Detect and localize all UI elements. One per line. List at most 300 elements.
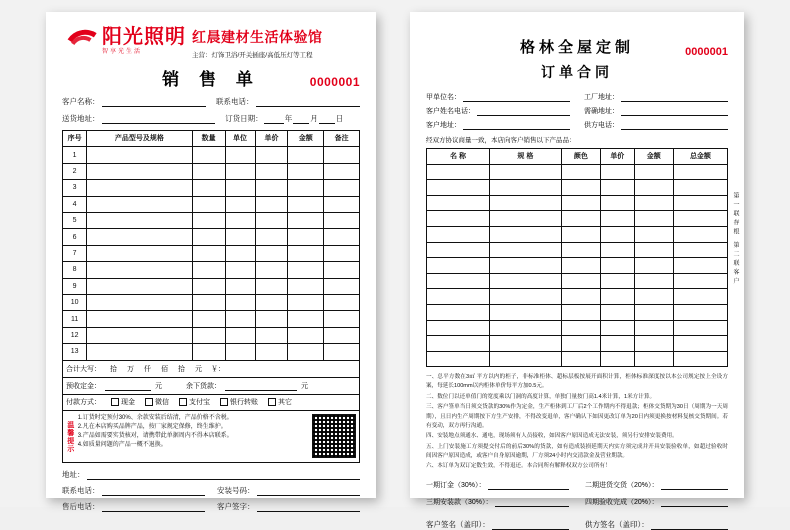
cell-model[interactable] bbox=[87, 262, 192, 278]
cell-amount[interactable] bbox=[634, 164, 673, 180]
cell-unit[interactable] bbox=[225, 262, 255, 278]
checkbox-icon[interactable] bbox=[111, 398, 119, 406]
cell-spec[interactable] bbox=[489, 351, 561, 367]
cell-amount[interactable] bbox=[634, 258, 673, 274]
table-row[interactable] bbox=[427, 336, 728, 352]
cell-amount[interactable] bbox=[634, 195, 673, 211]
table-row[interactable] bbox=[63, 213, 360, 229]
cell-name[interactable] bbox=[427, 226, 490, 242]
cell-unit-price[interactable] bbox=[601, 258, 634, 274]
checkbox-icon[interactable] bbox=[268, 398, 276, 406]
cell-spec[interactable] bbox=[489, 226, 561, 242]
table-row[interactable] bbox=[63, 147, 360, 163]
notice-line: 4.如质量问题的产品一概不退换。 bbox=[77, 441, 167, 448]
cell-note[interactable] bbox=[324, 213, 360, 229]
client-address-input[interactable] bbox=[463, 121, 570, 130]
total-units[interactable] bbox=[105, 364, 207, 374]
table-row[interactable] bbox=[63, 180, 360, 196]
row-index: 7 bbox=[63, 245, 87, 261]
table-row[interactable] bbox=[63, 196, 360, 212]
custom-order-contract bbox=[410, 12, 744, 530]
col-index: 序号 bbox=[63, 131, 87, 147]
table-row[interactable] bbox=[63, 229, 360, 245]
cell-unit-price[interactable] bbox=[601, 289, 634, 305]
cell-amount[interactable] bbox=[634, 211, 673, 227]
year-unit-label: 年 bbox=[284, 114, 293, 124]
cell-note[interactable] bbox=[324, 278, 360, 294]
checkbox-icon[interactable] bbox=[220, 398, 228, 406]
contract-serial-number: 0000001 bbox=[685, 46, 728, 58]
cell-qty[interactable] bbox=[192, 311, 225, 327]
cell-total[interactable] bbox=[673, 351, 727, 367]
cell-note[interactable] bbox=[324, 245, 360, 261]
cell-unit[interactable] bbox=[225, 294, 255, 310]
items-table bbox=[62, 130, 360, 360]
month-input[interactable] bbox=[293, 114, 309, 124]
payment-option-alipay[interactable] bbox=[179, 397, 210, 407]
contact-phone-input[interactable] bbox=[256, 97, 361, 107]
business-scope bbox=[192, 51, 323, 61]
payment-option-wechat[interactable] bbox=[145, 397, 169, 407]
payment-stage-2-field[interactable] bbox=[585, 480, 728, 490]
cell-color[interactable] bbox=[561, 336, 600, 352]
brand-logo-text bbox=[102, 26, 186, 55]
table-row[interactable] bbox=[63, 294, 360, 310]
cell-unit[interactable] bbox=[225, 213, 255, 229]
table-header-row bbox=[63, 131, 360, 147]
cell-model[interactable] bbox=[87, 327, 192, 343]
row-index: 1 bbox=[63, 147, 87, 163]
cell-price[interactable] bbox=[255, 163, 288, 179]
cell-qty[interactable] bbox=[192, 294, 225, 310]
cell-unit-price[interactable] bbox=[601, 242, 634, 258]
cell-note[interactable] bbox=[324, 262, 360, 278]
cell-unit-price[interactable] bbox=[601, 320, 634, 336]
deposit-row bbox=[62, 378, 360, 395]
cell-unit[interactable] bbox=[225, 147, 255, 163]
cell-amount[interactable] bbox=[288, 344, 324, 360]
cell-model[interactable] bbox=[87, 229, 192, 245]
cell-price[interactable] bbox=[255, 213, 288, 229]
unit-bai: 佰 bbox=[161, 365, 168, 373]
cell-name[interactable] bbox=[427, 164, 490, 180]
cell-total[interactable] bbox=[673, 289, 727, 305]
payment-stage-2-label: 二期进货交货（20%）： bbox=[585, 482, 659, 490]
term-item: 二、数位门以还单值门的宽度乘以门洞的高度计算，单独门量按门高1.4米计算，1米方计算。 bbox=[426, 393, 656, 400]
cell-unit-price[interactable] bbox=[601, 180, 634, 196]
cell-name[interactable] bbox=[427, 336, 490, 352]
table-row[interactable] bbox=[63, 311, 360, 327]
payment-schedule bbox=[426, 480, 728, 507]
customer-name-input[interactable] bbox=[102, 97, 207, 107]
cell-price[interactable] bbox=[255, 327, 288, 343]
day-input[interactable] bbox=[319, 114, 335, 124]
delivery-row bbox=[62, 113, 360, 124]
row-index: 3 bbox=[63, 180, 87, 196]
payment-method-label: 付款方式： bbox=[66, 399, 101, 407]
address-field[interactable] bbox=[62, 469, 360, 480]
cell-note[interactable] bbox=[324, 327, 360, 343]
cell-unit[interactable] bbox=[225, 163, 255, 179]
cell-unit-price[interactable] bbox=[601, 226, 634, 242]
supplier-phone-field[interactable] bbox=[584, 120, 728, 130]
cell-unit-price[interactable] bbox=[601, 336, 634, 352]
row-index: 4 bbox=[63, 196, 87, 212]
table-row[interactable] bbox=[63, 278, 360, 294]
checkbox-icon[interactable] bbox=[179, 398, 187, 406]
unit-shi-1: 拾 bbox=[110, 365, 117, 373]
delivery-address-field[interactable] bbox=[62, 113, 215, 124]
cell-spec[interactable] bbox=[489, 164, 561, 180]
cell-model[interactable] bbox=[87, 344, 192, 360]
table-row[interactable] bbox=[427, 211, 728, 227]
row-index: 10 bbox=[63, 294, 87, 310]
table-row[interactable] bbox=[427, 258, 728, 274]
table-row[interactable] bbox=[427, 273, 728, 289]
cell-color[interactable] bbox=[561, 211, 600, 227]
cell-amount[interactable] bbox=[288, 294, 324, 310]
cell-note[interactable] bbox=[324, 163, 360, 179]
row-index: 11 bbox=[63, 311, 87, 327]
cell-amount[interactable] bbox=[288, 213, 324, 229]
cell-unit-price[interactable] bbox=[601, 351, 634, 367]
factory-address-input[interactable] bbox=[621, 93, 728, 102]
month-unit-label: 月 bbox=[310, 114, 318, 124]
delivery-date-field[interactable] bbox=[584, 106, 728, 116]
cell-amount[interactable] bbox=[634, 242, 673, 258]
cell-spec[interactable] bbox=[489, 320, 561, 336]
cell-model[interactable] bbox=[87, 196, 192, 212]
table-row[interactable] bbox=[427, 226, 728, 242]
cell-model[interactable] bbox=[87, 278, 192, 294]
cell-color[interactable] bbox=[561, 258, 600, 274]
payment-stage-2-input[interactable] bbox=[661, 481, 728, 490]
cell-amount[interactable] bbox=[288, 245, 324, 261]
row-index: 12 bbox=[63, 327, 87, 343]
cell-model[interactable] bbox=[87, 180, 192, 196]
cell-total[interactable] bbox=[673, 195, 727, 211]
payment-stage-3-field[interactable] bbox=[426, 497, 569, 507]
cell-color[interactable] bbox=[561, 164, 600, 180]
cell-total[interactable] bbox=[673, 164, 727, 180]
cell-name[interactable] bbox=[427, 242, 490, 258]
cell-spec[interactable] bbox=[489, 273, 561, 289]
col-model: 产品型号及规格 bbox=[87, 131, 192, 147]
cell-amount[interactable] bbox=[634, 289, 673, 305]
cell-spec[interactable] bbox=[489, 180, 561, 196]
cell-model[interactable] bbox=[87, 163, 192, 179]
cell-color[interactable] bbox=[561, 195, 600, 211]
supplier-signature-input[interactable] bbox=[651, 520, 728, 530]
cell-unit-price[interactable] bbox=[601, 273, 634, 289]
cell-amount[interactable] bbox=[634, 304, 673, 320]
cell-name[interactable] bbox=[427, 273, 490, 289]
cell-color[interactable] bbox=[561, 351, 600, 367]
supplier-signature-field[interactable] bbox=[585, 519, 728, 530]
table-row[interactable] bbox=[427, 289, 728, 305]
cell-color[interactable] bbox=[561, 180, 600, 196]
payment-stage-4-field[interactable] bbox=[585, 497, 728, 507]
first-party-input[interactable] bbox=[463, 93, 570, 102]
payment-stage-3-input[interactable] bbox=[495, 498, 569, 507]
first-party-field[interactable] bbox=[426, 92, 570, 102]
cell-price[interactable] bbox=[255, 311, 288, 327]
cell-unit-price[interactable] bbox=[601, 195, 634, 211]
cell-color[interactable] bbox=[561, 226, 600, 242]
cell-unit[interactable] bbox=[225, 327, 255, 343]
cell-spec[interactable] bbox=[489, 289, 561, 305]
cell-qty[interactable] bbox=[192, 278, 225, 294]
delivery-address-input[interactable] bbox=[102, 114, 216, 124]
customer-row bbox=[62, 96, 360, 107]
order-date-field[interactable] bbox=[225, 113, 360, 124]
payment-stage-3-label: 三期安装款（30%）： bbox=[426, 499, 493, 507]
cell-amount[interactable] bbox=[288, 327, 324, 343]
cell-price[interactable] bbox=[255, 196, 288, 212]
customer-name-field[interactable] bbox=[62, 96, 206, 107]
client-signature-input[interactable] bbox=[492, 520, 569, 530]
contract-terms bbox=[426, 373, 728, 471]
notice-line: 3.产品如需要实货核对，请携带此单据周内不得本店联系。 bbox=[77, 432, 233, 439]
cell-name[interactable] bbox=[427, 304, 490, 320]
cell-total[interactable] bbox=[673, 226, 727, 242]
cell-amount[interactable] bbox=[288, 311, 324, 327]
aftersale-phone-label: 售后电话： bbox=[62, 501, 100, 511]
address-label: 地址： bbox=[62, 469, 85, 479]
payment-stage-4-label: 四期验收完成（20%）： bbox=[585, 499, 659, 507]
table-row[interactable] bbox=[63, 344, 360, 360]
cell-model[interactable] bbox=[87, 213, 192, 229]
cell-name[interactable] bbox=[427, 258, 490, 274]
agreement-text: 经双方协议商量一致，本店向客户销售以下产品品： bbox=[426, 137, 576, 144]
table-row[interactable] bbox=[427, 164, 728, 180]
cell-name[interactable] bbox=[427, 211, 490, 227]
cell-amount[interactable] bbox=[634, 336, 673, 352]
cell-note[interactable] bbox=[324, 294, 360, 310]
cell-note[interactable] bbox=[324, 311, 360, 327]
cell-total[interactable] bbox=[673, 273, 727, 289]
total-label: 合计大写： bbox=[66, 365, 101, 373]
cell-amount[interactable] bbox=[288, 262, 324, 278]
cell-unit-price[interactable] bbox=[601, 304, 634, 320]
payment-stage-1-field[interactable] bbox=[426, 480, 569, 490]
cell-unit-price[interactable] bbox=[601, 211, 634, 227]
unit-yuan: 元 bbox=[195, 365, 202, 373]
payment-option-cash[interactable] bbox=[111, 397, 135, 407]
customer-signature-field[interactable] bbox=[217, 501, 360, 512]
supplier-phone-input[interactable] bbox=[621, 121, 728, 130]
cell-color[interactable] bbox=[561, 320, 600, 336]
cell-price[interactable] bbox=[255, 229, 288, 245]
cell-amount[interactable] bbox=[634, 273, 673, 289]
cell-note[interactable] bbox=[324, 229, 360, 245]
cell-name[interactable] bbox=[427, 195, 490, 211]
balance-label: 余下货款： bbox=[186, 382, 221, 390]
table-row[interactable] bbox=[63, 327, 360, 343]
delivery-address-label: 送货地址： bbox=[62, 114, 100, 124]
payment-option-other[interactable] bbox=[268, 397, 292, 407]
client-signature-field[interactable] bbox=[426, 519, 569, 530]
row-index: 13 bbox=[63, 344, 87, 360]
install-phone-input[interactable] bbox=[257, 486, 361, 496]
cell-price[interactable] bbox=[255, 344, 288, 360]
year-input[interactable] bbox=[264, 114, 284, 124]
table-row[interactable] bbox=[427, 320, 728, 336]
cell-model[interactable] bbox=[87, 147, 192, 163]
customer-name-label: 客户名称： bbox=[62, 97, 100, 107]
install-phone-field[interactable] bbox=[217, 485, 360, 496]
client-name-phone-input[interactable] bbox=[477, 107, 570, 116]
cell-unit[interactable] bbox=[225, 311, 255, 327]
cell-note[interactable] bbox=[324, 344, 360, 360]
cell-note[interactable] bbox=[324, 147, 360, 163]
cell-amount[interactable] bbox=[288, 229, 324, 245]
footer-block bbox=[62, 469, 360, 512]
contact-phone-field[interactable] bbox=[216, 96, 360, 107]
cell-price[interactable] bbox=[255, 245, 288, 261]
address-input[interactable] bbox=[87, 470, 361, 480]
unit-wan: 万 bbox=[127, 365, 134, 373]
currency-symbol: ￥： bbox=[211, 365, 225, 373]
cell-spec[interactable] bbox=[489, 195, 561, 211]
cell-amount[interactable] bbox=[634, 351, 673, 367]
row-index: 9 bbox=[63, 278, 87, 294]
cell-total[interactable] bbox=[673, 320, 727, 336]
cell-unit[interactable] bbox=[225, 180, 255, 196]
cell-qty[interactable] bbox=[192, 180, 225, 196]
option-label: 现金 bbox=[121, 399, 135, 407]
cell-price[interactable] bbox=[255, 180, 288, 196]
cell-amount[interactable] bbox=[288, 196, 324, 212]
cell-qty[interactable] bbox=[192, 327, 225, 343]
delivery-date-input[interactable] bbox=[621, 107, 728, 116]
balance-input[interactable] bbox=[225, 381, 297, 391]
cell-price[interactable] bbox=[255, 147, 288, 163]
cell-amount[interactable] bbox=[288, 147, 324, 163]
cell-name[interactable] bbox=[427, 351, 490, 367]
qr-code-icon bbox=[312, 414, 356, 458]
table-row[interactable] bbox=[63, 163, 360, 179]
cell-spec[interactable] bbox=[489, 258, 561, 274]
deposit-label: 预收定金： bbox=[66, 382, 101, 390]
term-item: 一、总平方数在3㎡ 平方以内的柜子，非标准柜体、超标层板按展开面积计算，柜体标准深度按以本公司规定按上全设方案，每延长100mm以内柜体单价每平方加0.5元。 bbox=[426, 374, 728, 390]
cell-qty[interactable] bbox=[192, 229, 225, 245]
table-row[interactable] bbox=[63, 262, 360, 278]
checkbox-icon[interactable] bbox=[145, 398, 153, 406]
cell-qty[interactable] bbox=[192, 245, 225, 261]
cell-qty[interactable] bbox=[192, 213, 225, 229]
cell-spec[interactable] bbox=[489, 304, 561, 320]
cell-unit-price[interactable] bbox=[601, 164, 634, 180]
table-row[interactable] bbox=[427, 304, 728, 320]
table-row[interactable] bbox=[427, 351, 728, 367]
cell-unit[interactable] bbox=[225, 278, 255, 294]
cell-note[interactable] bbox=[324, 196, 360, 212]
brand-slogan: 智享光生活 bbox=[102, 49, 143, 55]
cell-color[interactable] bbox=[561, 273, 600, 289]
row-index: 6 bbox=[63, 229, 87, 245]
factory-address-field[interactable] bbox=[584, 92, 728, 102]
cell-model[interactable] bbox=[87, 311, 192, 327]
cell-color[interactable] bbox=[561, 242, 600, 258]
cell-total[interactable] bbox=[673, 242, 727, 258]
signature-row bbox=[426, 519, 728, 530]
cell-amount[interactable] bbox=[634, 180, 673, 196]
cell-qty[interactable] bbox=[192, 147, 225, 163]
cell-price[interactable] bbox=[255, 278, 288, 294]
cell-name[interactable] bbox=[427, 320, 490, 336]
cell-color[interactable] bbox=[561, 289, 600, 305]
deposit-input[interactable] bbox=[105, 381, 151, 391]
cell-qty[interactable] bbox=[192, 262, 225, 278]
cell-model[interactable] bbox=[87, 245, 192, 261]
aftersale-phone-field[interactable] bbox=[62, 501, 205, 512]
client-name-phone-field[interactable] bbox=[426, 106, 570, 116]
table-row[interactable] bbox=[63, 245, 360, 261]
cell-unit[interactable] bbox=[225, 245, 255, 261]
cell-total[interactable] bbox=[673, 258, 727, 274]
contact-phone-footer-field[interactable] bbox=[62, 485, 205, 496]
table-row[interactable] bbox=[427, 242, 728, 258]
cell-amount[interactable] bbox=[634, 226, 673, 242]
cell-price[interactable] bbox=[255, 262, 288, 278]
cell-unit[interactable] bbox=[225, 229, 255, 245]
contact-phone-footer-input[interactable] bbox=[102, 486, 206, 496]
contact-phone-label: 联系电话： bbox=[216, 97, 254, 107]
cell-spec[interactable] bbox=[489, 242, 561, 258]
term-item: 三、客户签单当日须交货款的30%作为定金，生产柜体到工厂后2个工作期内不得退款；柜体交货期为30日（周期为一天周期），且日内生产周期按下方生产安排，不得改变退单，客户确认下如因更改订单为20日内须更换按材料复核交货期间。若有变动，双方再行沟通。 bbox=[426, 404, 728, 429]
cell-note[interactable] bbox=[324, 180, 360, 196]
table-row[interactable] bbox=[427, 195, 728, 211]
unit-qian: 仟 bbox=[144, 365, 151, 373]
cell-color[interactable] bbox=[561, 304, 600, 320]
contact-phone-footer-label: 联系电话： bbox=[62, 485, 100, 495]
cell-amount[interactable] bbox=[288, 163, 324, 179]
cell-total[interactable] bbox=[673, 180, 727, 196]
client-name-phone-label: 客户姓名电话： bbox=[426, 108, 475, 115]
client-address-field[interactable] bbox=[426, 120, 570, 130]
contract-title: 格林全屋定制 bbox=[519, 38, 634, 56]
cell-total[interactable] bbox=[673, 304, 727, 320]
cell-amount[interactable] bbox=[288, 278, 324, 294]
cell-total[interactable] bbox=[673, 336, 727, 352]
cell-amount[interactable] bbox=[634, 320, 673, 336]
cell-spec[interactable] bbox=[489, 211, 561, 227]
col-unit-price: 单价 bbox=[601, 149, 634, 165]
cell-name[interactable] bbox=[427, 180, 490, 196]
table-row[interactable] bbox=[427, 180, 728, 196]
first-party-label: 甲单位名： bbox=[426, 94, 461, 101]
cell-unit[interactable] bbox=[225, 344, 255, 360]
cell-unit[interactable] bbox=[225, 196, 255, 212]
brand-name: 阳光照明 bbox=[102, 24, 186, 48]
cell-model[interactable] bbox=[87, 294, 192, 310]
cell-amount[interactable] bbox=[288, 180, 324, 196]
letterhead bbox=[62, 26, 360, 61]
payment-option-bank[interactable] bbox=[220, 397, 258, 407]
cell-spec[interactable] bbox=[489, 336, 561, 352]
cell-qty[interactable] bbox=[192, 163, 225, 179]
payment-stage-4-input[interactable] bbox=[661, 498, 728, 507]
payment-method-row bbox=[62, 395, 360, 411]
cell-name[interactable] bbox=[427, 289, 490, 305]
payment-stage-1-input[interactable] bbox=[488, 481, 569, 490]
cell-qty[interactable] bbox=[192, 196, 225, 212]
cell-price[interactable] bbox=[255, 294, 288, 310]
cell-qty[interactable] bbox=[192, 344, 225, 360]
cell-total[interactable] bbox=[673, 211, 727, 227]
notice-line: 2.凡在本店购买品牌产品，按厂家规定保修，终生维护。 bbox=[77, 423, 227, 430]
